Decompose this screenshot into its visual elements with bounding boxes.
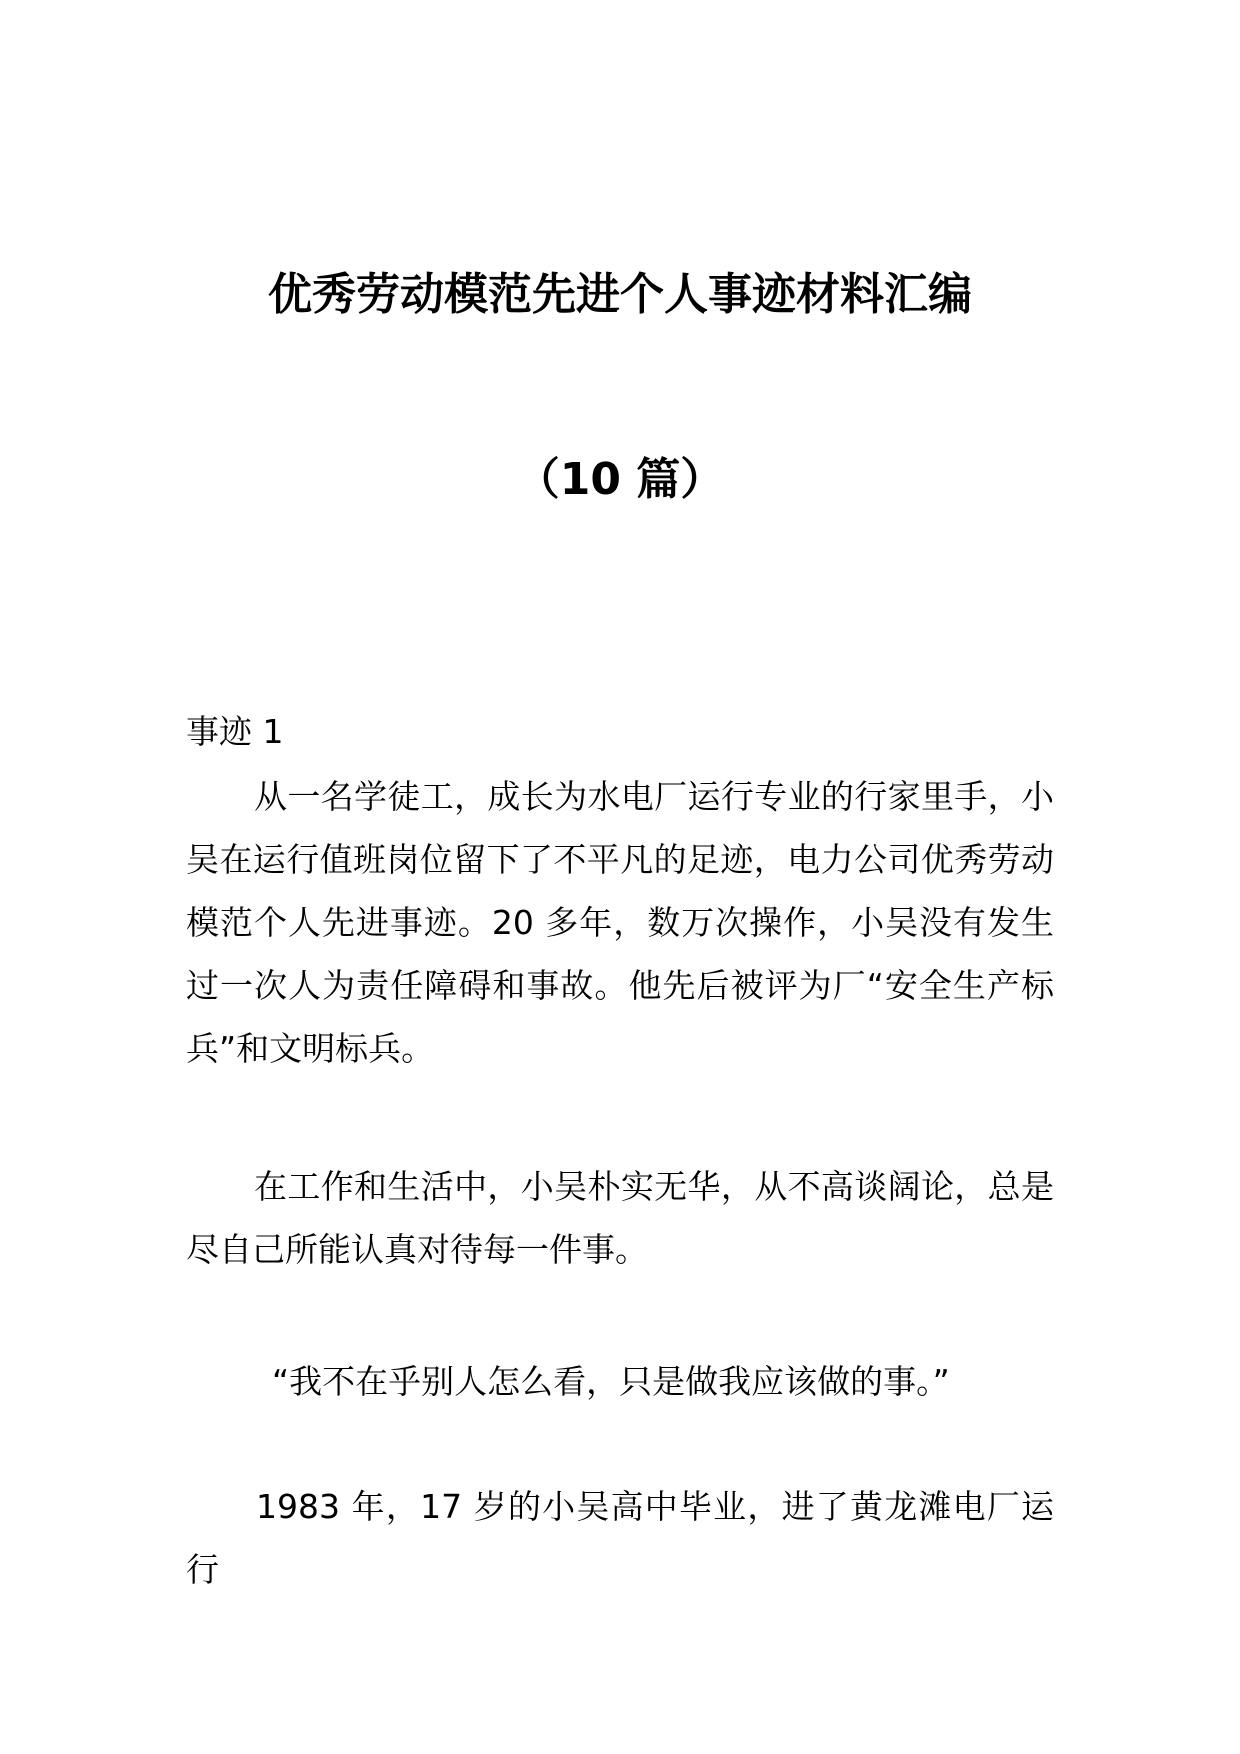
paragraph-3: 1983 年，17 岁的小吴高中毕业，进了黄龙滩电厂运行 [186, 1487, 1054, 1589]
paragraph-1: 从一名学徒工，成长为水电厂运行专业的行家里手，小吴在运行值班岗位留下了不平凡的足迹，电力公司优秀劳动模范个人先进事迹。20 多年，数万次操作，小吴没有发生过一次人为责任障碍和事故。他先后被评为厂“安全生产标兵”和文明标兵。 [186, 777, 1054, 1068]
paragraph-2: 在工作和生活中，小吴朴实无华，从不高谈阔论，总是尽自己所能认真对待每一件事。 [186, 1167, 1054, 1269]
section-label: 事迹 1 [186, 712, 284, 751]
quote-paragraph: “我不在乎别人怎么看，只是做我应该做的事。” [272, 1362, 950, 1401]
document-subtitle: （10 篇） [515, 454, 725, 505]
document-title: 优秀劳动模范先进个人事迹材料汇编 [268, 269, 972, 320]
